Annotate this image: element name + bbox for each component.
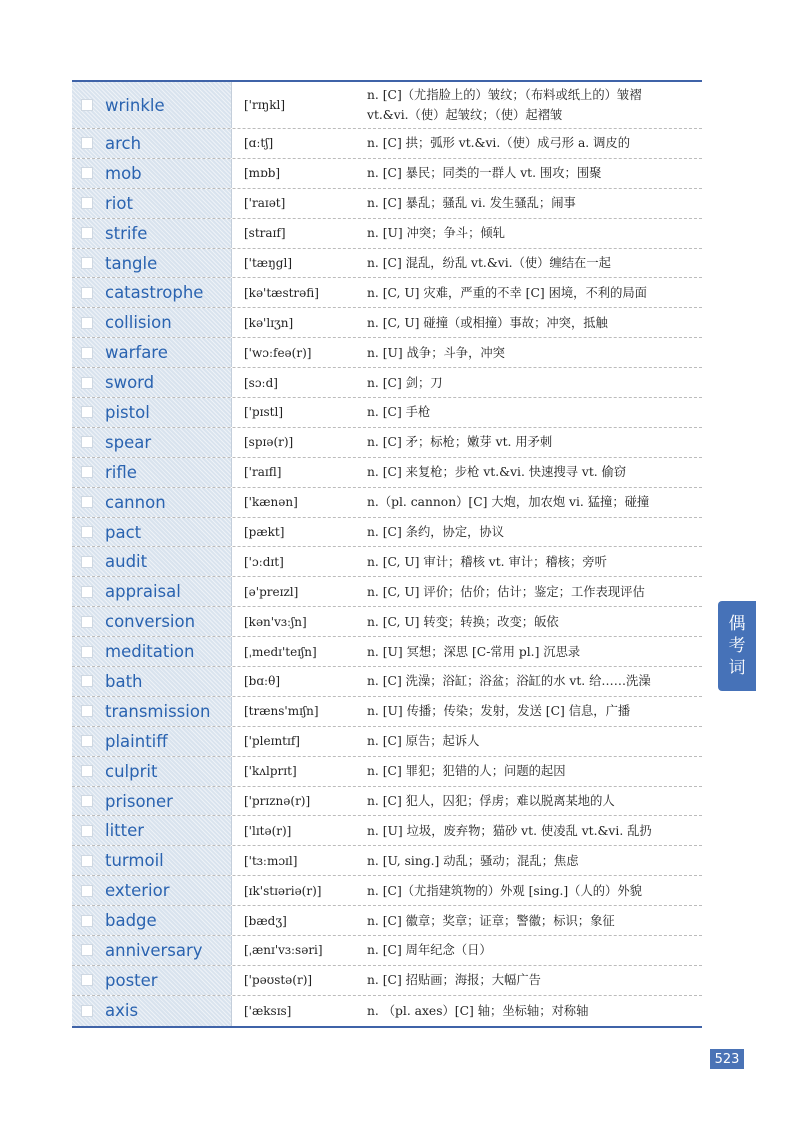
pronunciation: [sɔːd] <box>244 375 278 390</box>
word: badge <box>105 911 157 931</box>
word: prisoner <box>105 791 173 811</box>
checkbox[interactable] <box>81 616 93 628</box>
word: turmoil <box>105 851 164 871</box>
side-tab-label <box>718 601 756 691</box>
definition-line: vt.&vi.（使）起皱纹；（使）起褶皱 <box>367 108 563 122</box>
definition: n. [C] 暴乱；骚乱 vi. 发生骚乱；闹事 <box>367 196 576 211</box>
pronunciation: [ɪk'stɪəriə(r)] <box>244 883 322 898</box>
definition: n. [C, U] 审计；稽核 vt. 审计；稽核；旁听 <box>367 554 607 569</box>
word-cell <box>72 458 232 487</box>
pronunciation: ['ɔːdɪt] <box>244 554 284 569</box>
definition-line: n. [C]（尤指脸上的）皱纹；（布料或纸上的）皱褶 <box>367 88 642 102</box>
vocab-row <box>72 189 702 219</box>
checkbox[interactable] <box>81 944 93 956</box>
definition: n. [U, sing.] 动乱；骚动；混乱；焦虑 <box>367 853 579 868</box>
checkbox[interactable] <box>81 317 93 329</box>
vocab-row <box>72 936 702 966</box>
word: tangle <box>105 253 158 273</box>
word: culprit <box>105 761 158 781</box>
definition: n. [C] 洗澡；浴缸；浴盆；浴缸的水 vt. 给……洗澡 <box>367 674 651 689</box>
vocab-row <box>72 637 702 667</box>
word: warfare <box>105 343 168 363</box>
checkbox[interactable] <box>81 197 93 209</box>
pronunciation: ['prɪznə(r)] <box>244 794 311 809</box>
word-cell <box>72 189 232 218</box>
pronunciation: [kə'tæstrəfi] <box>244 285 319 300</box>
definition: n. [C] 混乱，纷乱 vt.&vi.（使）缠结在一起 <box>367 256 611 270</box>
checkbox[interactable] <box>81 556 93 568</box>
vocab-row <box>72 82 702 129</box>
checkbox[interactable] <box>81 646 93 658</box>
checkbox[interactable] <box>81 257 93 269</box>
pronunciation: [ɑːtʃ] <box>244 136 274 151</box>
word: conversion <box>105 612 196 632</box>
word-cell <box>72 488 232 517</box>
vocab-row <box>72 368 702 398</box>
pronunciation: ['pəʊstə(r)] <box>244 973 313 988</box>
vocab-row <box>72 816 702 846</box>
checkbox[interactable] <box>81 675 93 687</box>
definition: n. [C] 来复枪；步枪 vt.&vi. 快速搜寻 vt. 偷窃 <box>367 465 627 480</box>
checkbox[interactable] <box>81 885 93 897</box>
checkbox[interactable] <box>81 795 93 807</box>
pronunciation: [træns'mɪʃn] <box>244 704 319 719</box>
word-cell <box>72 249 232 278</box>
word: riot <box>105 193 133 213</box>
word: pact <box>105 522 142 542</box>
word-cell <box>72 936 232 965</box>
checkbox[interactable] <box>81 1005 93 1017</box>
vocab-row <box>72 727 702 757</box>
word: anniversary <box>105 940 203 960</box>
definition: n. [U] 战争；斗争，冲突 <box>367 345 505 360</box>
pronunciation: ['raɪət] <box>244 196 286 211</box>
vocab-row <box>72 846 702 876</box>
word-cell <box>72 697 232 726</box>
vocab-row <box>72 518 702 548</box>
word-cell <box>72 368 232 397</box>
pronunciation: [ˌænɪ'vɜːsəri] <box>244 943 323 958</box>
checkbox[interactable] <box>81 526 93 538</box>
word-cell <box>72 996 232 1026</box>
word-cell <box>72 308 232 337</box>
definition: n. [C] 周年纪念（日） <box>367 943 492 958</box>
vocab-row <box>72 577 702 607</box>
word: litter <box>105 821 145 841</box>
word: catastrophe <box>105 283 204 303</box>
definition: n. [C] 剑；刀 <box>367 375 443 390</box>
pronunciation: ['wɔːfeə(r)] <box>244 345 312 360</box>
vocab-table <box>72 80 702 1028</box>
definition: n. [U] 垃圾，废弃物；猫砂 vt. 使凌乱 vt.&vi. 乱扔 <box>367 823 652 838</box>
word: exterior <box>105 881 170 901</box>
word: strife <box>105 223 148 243</box>
vocab-row <box>72 249 702 279</box>
pronunciation: ['pɪstl] <box>244 405 283 420</box>
word: rifle <box>105 462 137 482</box>
definition: n. [C] 矛；标枪；嫩芽 vt. 用矛刺 <box>367 435 553 450</box>
word-cell <box>72 667 232 696</box>
checkbox[interactable] <box>81 915 93 927</box>
vocab-row <box>72 697 702 727</box>
pronunciation: ['tæŋgl] <box>244 256 293 270</box>
definition: n. [C] 原告；起诉人 <box>367 734 480 749</box>
definition: n. [U] 传播；传染；发射，发送 [C] 信息，广播 <box>367 704 631 719</box>
definition: n. [C, U] 碰撞（或相撞）事故；冲突，抵触 <box>367 315 608 330</box>
word-cell <box>72 398 232 427</box>
pronunciation: ['tɜːmɔɪl] <box>244 853 298 868</box>
word-cell <box>72 637 232 666</box>
word-cell <box>72 129 232 158</box>
checkbox[interactable] <box>81 99 93 111</box>
pronunciation: [spɪə(r)] <box>244 435 294 450</box>
word-cell <box>72 876 232 905</box>
definition: n. [U] 冥想；深思 [C-常用 pl.] 沉思录 <box>367 644 581 659</box>
vocab-row <box>72 219 702 249</box>
word-cell <box>72 338 232 367</box>
word-cell <box>72 816 232 845</box>
pronunciation: ['kænən] <box>244 495 298 510</box>
vocab-row <box>72 458 702 488</box>
checkbox[interactable] <box>81 436 93 448</box>
definition: n.（pl. cannon）[C] 大炮，加农炮 vi. 猛撞；碰撞 <box>367 495 650 510</box>
vocab-row <box>72 547 702 577</box>
vocab-row <box>72 308 702 338</box>
word: wrinkle <box>105 95 165 115</box>
checkbox[interactable] <box>81 137 93 149</box>
word: spear <box>105 432 152 452</box>
word: sword <box>105 373 155 393</box>
side-tab-char: 考 <box>728 636 746 656</box>
word-cell <box>72 547 232 576</box>
word-cell <box>72 906 232 935</box>
definition: n. [C, U] 评价；估价；估计；鉴定；工作表现评估 <box>367 584 645 599</box>
pronunciation: [kən'vɜːʃn] <box>244 614 307 629</box>
side-tab-char: 偶 <box>728 614 746 634</box>
word-cell <box>72 966 232 995</box>
vocab-row <box>72 428 702 458</box>
word: poster <box>105 970 158 990</box>
pronunciation: ['pleɪntɪf] <box>244 734 300 749</box>
vocab-row <box>72 338 702 368</box>
word-cell <box>72 278 232 307</box>
pronunciation: [pækt] <box>244 525 285 540</box>
word: plaintiff <box>105 731 168 751</box>
vocab-row <box>72 278 702 308</box>
definition: n. [C] 犯人，囚犯；俘虏；难以脱离某地的人 <box>367 794 615 809</box>
vocab-row <box>72 966 702 996</box>
word-cell <box>72 428 232 457</box>
pronunciation: ['æksɪs] <box>244 1003 292 1018</box>
word: transmission <box>105 701 211 721</box>
word-cell <box>72 577 232 606</box>
definition: n. （pl. axes）[C] 轴；坐标轴；对称轴 <box>367 1003 589 1018</box>
word-cell <box>72 159 232 188</box>
definition: n. [C] 暴民；同类的一群人 vt. 围攻；围聚 <box>367 166 602 181</box>
definition <box>358 85 702 125</box>
word-cell <box>72 846 232 875</box>
word: pistol <box>105 402 150 422</box>
word: mob <box>105 163 142 183</box>
word-cell <box>72 607 232 636</box>
pronunciation: [straɪf] <box>244 226 286 241</box>
checkbox[interactable] <box>81 347 93 359</box>
pronunciation: [kə'lɪʒn] <box>244 315 294 330</box>
checkbox[interactable] <box>81 466 93 478</box>
pronunciation: ['rɪŋkl] <box>244 98 286 112</box>
word-cell <box>72 82 232 128</box>
definition: n. [C, U] 转变；转换；改变；皈依 <box>367 614 559 629</box>
pronunciation: ['lɪtə(r)] <box>244 823 292 838</box>
checkbox[interactable] <box>81 406 93 418</box>
checkbox[interactable] <box>81 765 93 777</box>
word: axis <box>105 1001 139 1021</box>
checkbox[interactable] <box>81 287 93 299</box>
definition: n. [C] 招贴画；海报；大幅广告 <box>367 973 541 988</box>
vocab-row <box>72 488 702 518</box>
checkbox[interactable] <box>81 167 93 179</box>
definition: n. [C] 徽章；奖章；证章；警徽；标识；象征 <box>367 913 615 928</box>
vocab-row <box>72 876 702 906</box>
checkbox[interactable] <box>81 974 93 986</box>
word-cell <box>72 219 232 248</box>
word: bath <box>105 671 143 691</box>
vocab-row <box>72 906 702 936</box>
checkbox[interactable] <box>81 586 93 598</box>
word-cell <box>72 518 232 547</box>
vocab-row <box>72 757 702 787</box>
checkbox[interactable] <box>81 705 93 717</box>
vocab-row <box>72 607 702 637</box>
vocab-row <box>72 787 702 817</box>
checkbox[interactable] <box>81 496 93 508</box>
definition: n. [C] 条约，协定，协议 <box>367 525 505 540</box>
vocab-row <box>72 159 702 189</box>
pronunciation: [bɑːθ] <box>244 674 280 689</box>
pronunciation: [mɒb] <box>244 166 281 181</box>
checkbox[interactable] <box>81 377 93 389</box>
definition: n. [C, U] 灾难，严重的不幸 [C] 困境，不利的局面 <box>367 285 647 300</box>
vocab-row <box>72 996 702 1026</box>
vocab-row <box>72 129 702 159</box>
word: cannon <box>105 492 166 512</box>
pronunciation: ['raɪfl] <box>244 465 282 480</box>
page-number: 523 <box>710 1049 744 1069</box>
word: appraisal <box>105 582 181 602</box>
pronunciation: [ˌmedɪ'teɪʃn] <box>244 644 317 659</box>
word: meditation <box>105 642 195 662</box>
definition: n. [U] 冲突；争斗；倾轧 <box>367 226 505 241</box>
checkbox[interactable] <box>81 227 93 239</box>
word-cell <box>72 787 232 816</box>
vocab-row <box>72 667 702 697</box>
definition: n. [C] 手枪 <box>367 405 431 420</box>
word: audit <box>105 552 148 572</box>
pronunciation: ['kʌlprɪt] <box>244 764 297 779</box>
pronunciation: [bædʒ] <box>244 913 287 928</box>
vocab-row <box>72 398 702 428</box>
side-tab-char: 词 <box>728 658 746 678</box>
word: arch <box>105 133 142 153</box>
definition: n. [C] 罪犯；犯错的人；问题的起因 <box>367 764 566 779</box>
checkbox[interactable] <box>81 825 93 837</box>
pronunciation: [ə'preɪzl] <box>244 584 299 599</box>
word: collision <box>105 313 172 333</box>
word-cell <box>72 727 232 756</box>
definition: n. [C]（尤指建筑物的）外观 [sing.]（人的）外貌 <box>367 883 642 898</box>
checkbox[interactable] <box>81 855 93 867</box>
word-cell <box>72 757 232 786</box>
checkbox[interactable] <box>81 735 93 747</box>
definition: n. [C] 拱；弧形 vt.&vi.（使）成弓形 a. 调皮的 <box>367 136 631 151</box>
